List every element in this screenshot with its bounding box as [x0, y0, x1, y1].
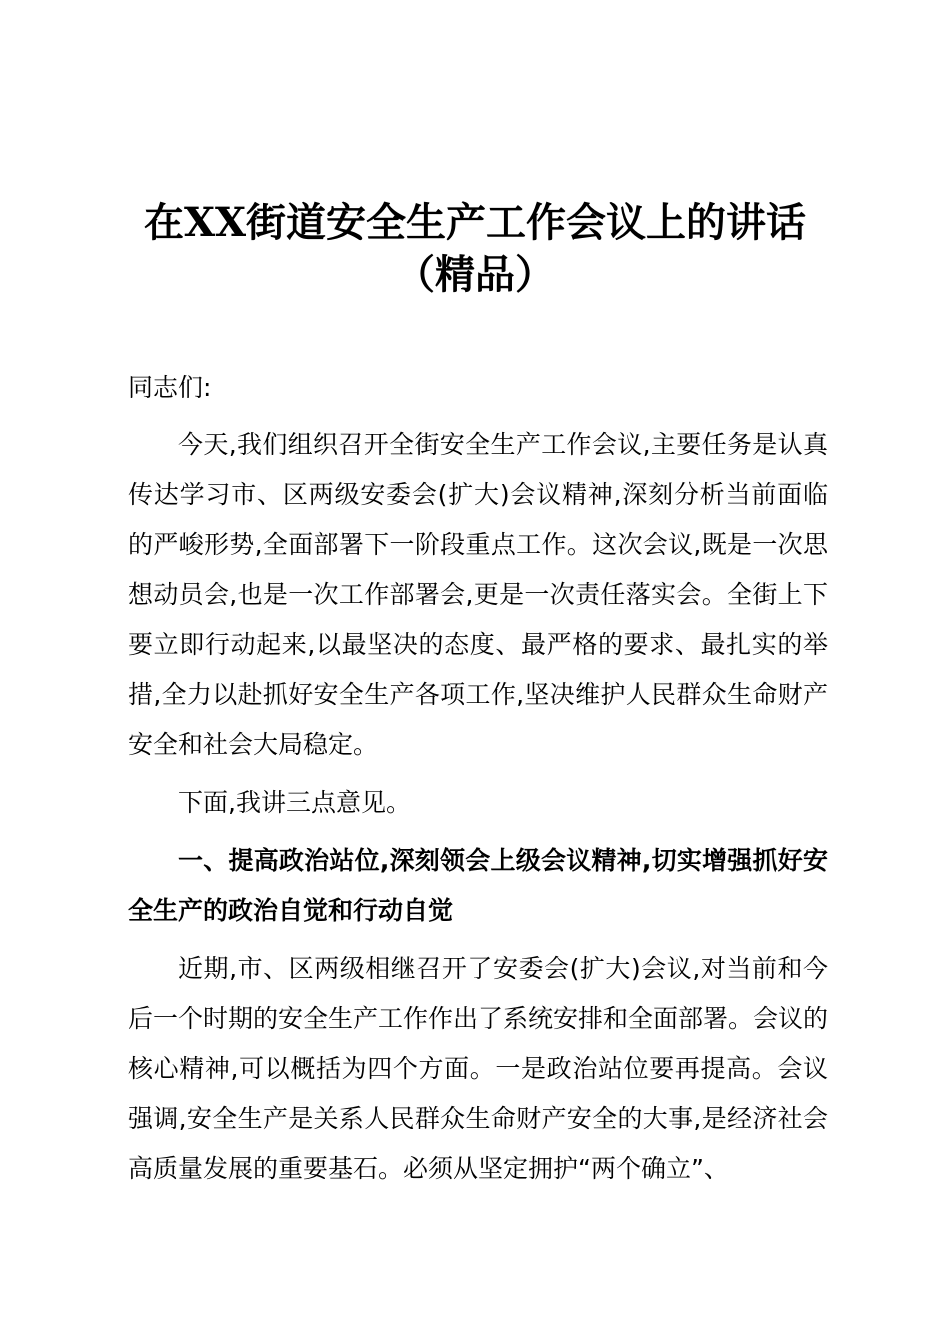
paragraph-section-1: 近期,市、区两级相继召开了安委会(扩大)会议,对当前和今后一个时期的安全生产工作作出了系统安排和全面部署。会议的核心精神,可以概括为四个方面。一是政治站位要再提高。会议强调,安全生产是关系人民群众生命财产安全的大事,是经济社会高质量发展的重要基石。必须从坚定拥护“两个确立”、	[128, 954, 829, 1183]
paragraph-transition: 下面,我讲三点意见。	[178, 788, 411, 817]
section-heading-1: 一、提高政治站位,深刻领会上级会议精神,切实增强抓好安全生产的政治自觉和行动自觉	[128, 846, 828, 925]
document-body	[128, 420, 828, 1202]
paragraph-intro: 今天,我们组织召开全街安全生产工作会议,主要任务是认真传达学习市、区两级安委会(扩大)会议精神,深刻分析当前面临的严峻形势,全面部署下一阶段重点工作。这次会议,既是一次思想动员会,也是一次工作部署会,更是一次责任落实会。全街上下要立即行动起来,以最坚决的态度、最严格的要求、最扎实的举措,全力以赴抓好安全生产各项工作,坚决维护人民群众生命财产安全和社会大局稳定。	[128, 430, 828, 759]
salutation: 同志们:	[128, 373, 212, 402]
document-title: 在XX街道安全生产工作会议上的讲话	[143, 199, 807, 246]
document-subtitle: （精品）	[395, 251, 555, 298]
